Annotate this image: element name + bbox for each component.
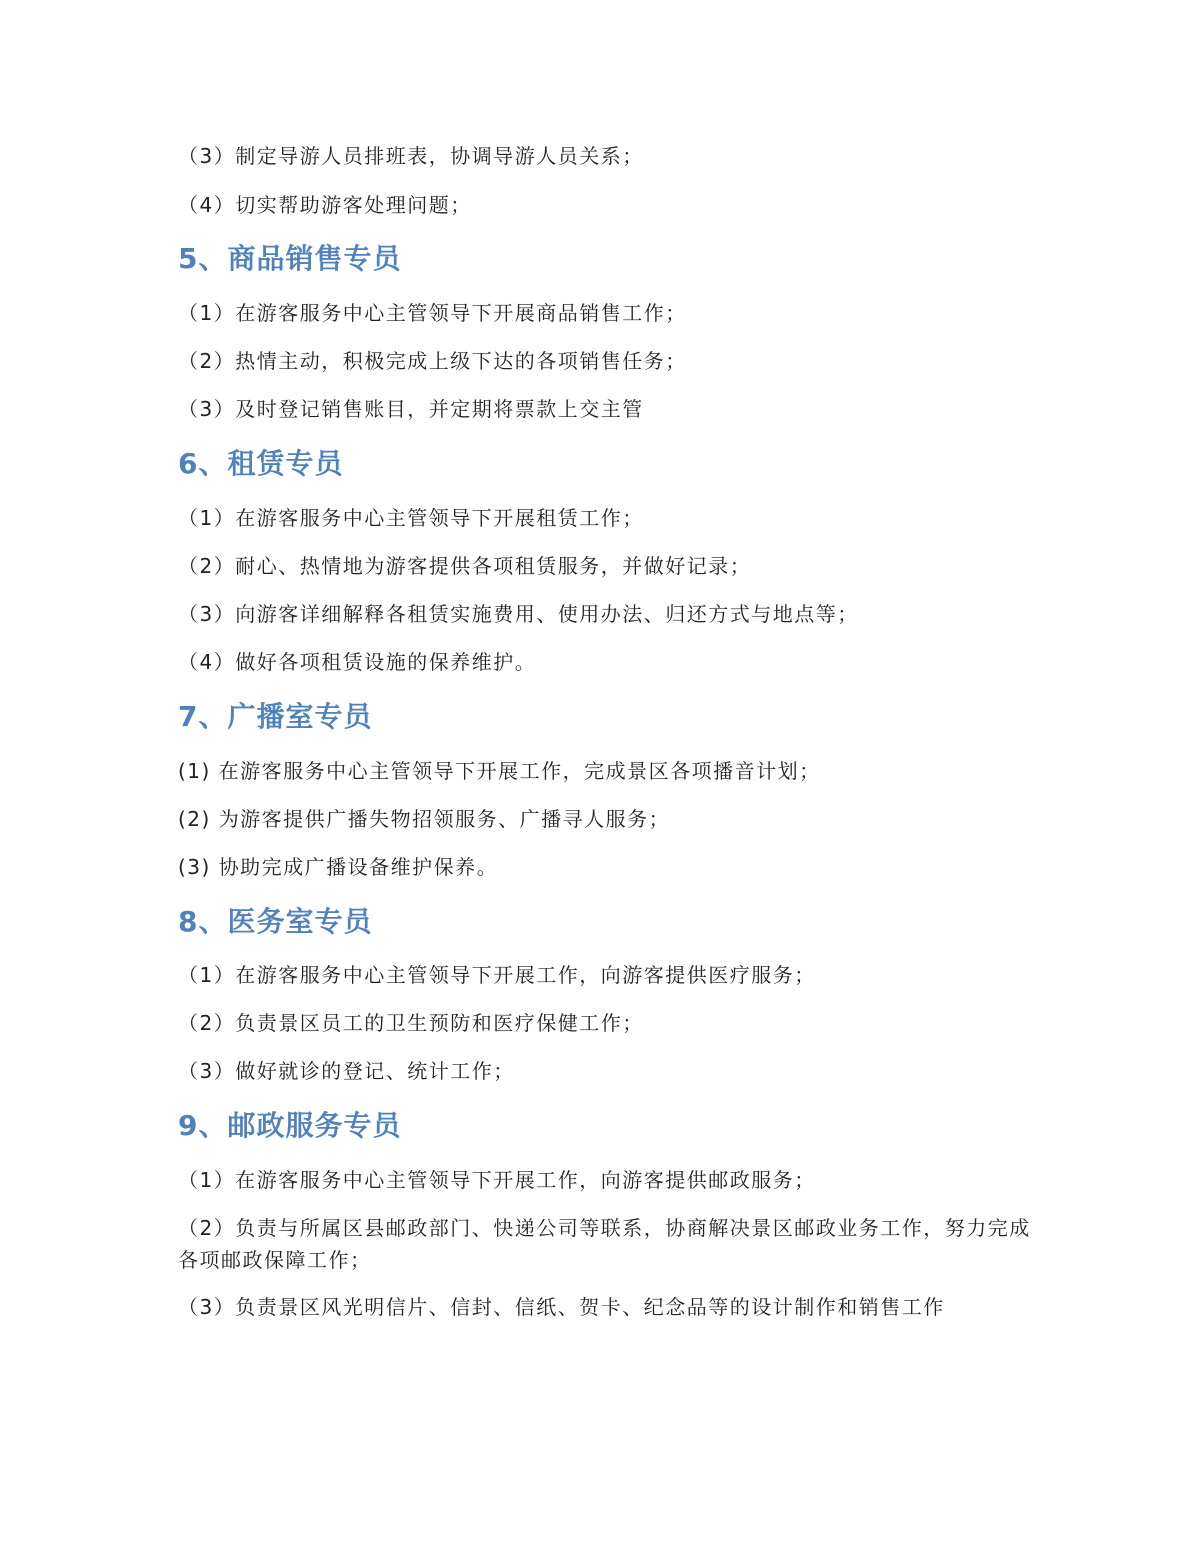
duty-item: （2）热情主动，积极完成上级下达的各项销售任务； xyxy=(178,349,687,373)
section-heading: 8、医务室专员 xyxy=(178,905,373,938)
duty-item: （3）制定导游人员排班表，协调导游人员关系； xyxy=(178,144,644,168)
duty-item: （2）负责景区员工的卫生预防和医疗保健工作； xyxy=(178,1011,644,1035)
duty-item: (3) 协助完成广播设备维护保养。 xyxy=(178,855,499,879)
section-heading: 9、邮政服务专员 xyxy=(178,1109,402,1142)
section-heading: 6、租赁专员 xyxy=(178,447,344,480)
duty-item: （2）耐心、热情地为游客提供各项租赁服务，并做好记录； xyxy=(178,554,752,578)
duty-item: （3）负责景区风光明信片、信封、信纸、贺卡、纪念品等的设计制作和销售工作 xyxy=(178,1295,945,1319)
duty-item: （1）在游客服务中心主管领导下开展租赁工作； xyxy=(178,506,644,530)
duty-item: （1）在游客服务中心主管领导下开展工作，向游客提供邮政服务； xyxy=(178,1168,816,1192)
duty-item: （4）切实帮助游客处理问题； xyxy=(178,193,472,217)
duty-item: （3）向游客详细解释各租赁实施费用、使用办法、归还方式与地点等； xyxy=(178,602,859,626)
section-heading: 7、广播室专员 xyxy=(178,700,373,733)
duty-item: （1）在游客服务中心主管领导下开展商品销售工作； xyxy=(178,301,687,325)
duty-item: （3）做好就诊的登记、统计工作； xyxy=(178,1059,515,1083)
section-heading: 5、商品销售专员 xyxy=(178,242,402,275)
duty-item: (2) 为游客提供广播失物招领服务、广播寻人服务； xyxy=(178,807,671,831)
duty-item: （4）做好各项租赁设施的保养维护。 xyxy=(178,650,537,674)
duty-item: （2）负责与所属区县邮政部门、快递公司等联系，协商解决景区邮政业务工作，努力完成各项邮政保障工作； xyxy=(178,1216,1031,1272)
duty-item: （1）在游客服务中心主管领导下开展工作，向游客提供医疗服务； xyxy=(178,963,816,987)
duty-item: （3）及时登记销售账目，并定期将票款上交主管 xyxy=(178,397,644,421)
duty-item: (1) 在游客服务中心主管领导下开展工作，完成景区各项播音计划； xyxy=(178,759,821,783)
